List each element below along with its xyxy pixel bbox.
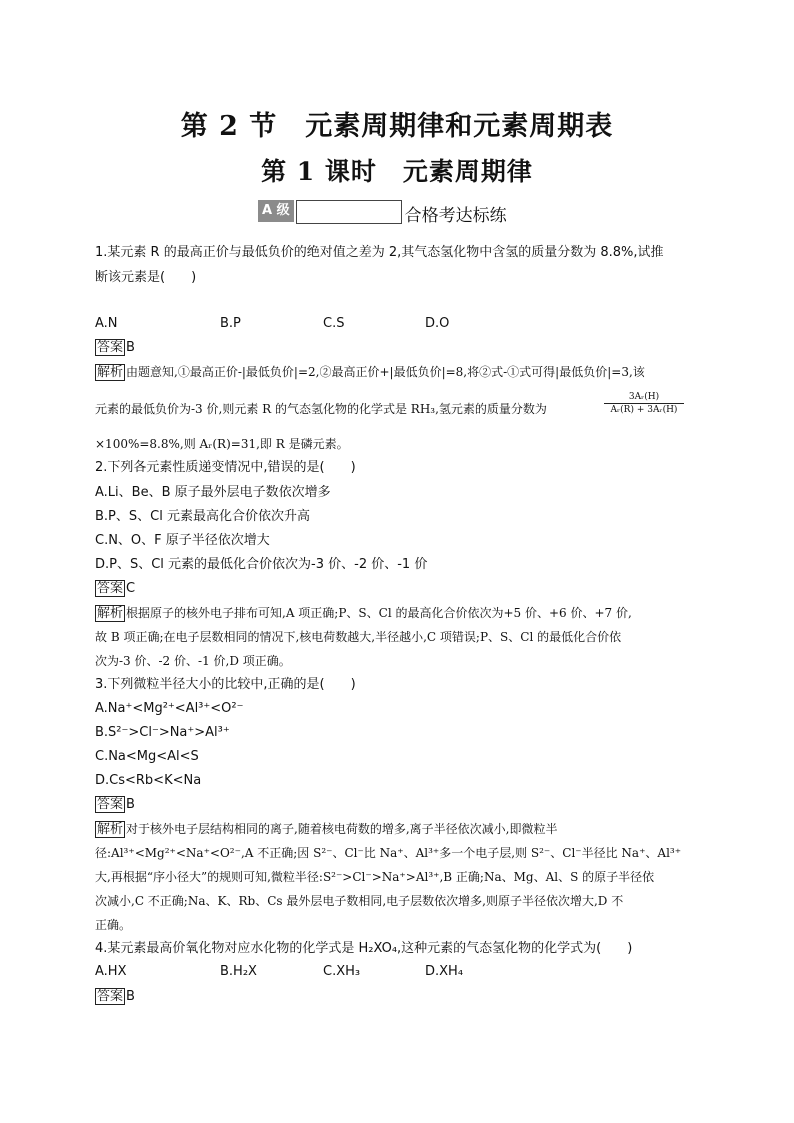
q2-analysis-line3: 次为-3 价、-2 价、-1 价,D 项正确。 bbox=[95, 654, 291, 668]
q2-analysis-line1: 解析 根据原子的核外电子排布可知,A 项正确;P、S、Cl 的最高化合价依次为+5 价、+6 价、+7 价, bbox=[97, 606, 632, 621]
q1-analysis-line3: ×100%=8.8%,则 Aᵣ(R)=31,即 R 是磷元素。 bbox=[95, 437, 349, 451]
q2-option-c: C.N、O、F 原子半径依次增大 bbox=[95, 533, 270, 548]
fraction-numerator: 3Aᵣ(H) bbox=[604, 392, 684, 404]
score-box bbox=[296, 200, 402, 224]
q2-stem: 2.下列各元素性质递变情况中,错误的是( ) bbox=[95, 460, 356, 475]
analysis-tag: 解析 bbox=[97, 822, 124, 837]
q2-analysis-line2: 故 B 项正确;在电子层数相同的情况下,核电荷数越大,半径越小,C 项错误;P、S、Cl 的最低化合价依 bbox=[95, 630, 622, 644]
q1-option-c: C.S bbox=[323, 316, 345, 331]
q4-option-d: D.XH₄ bbox=[425, 964, 464, 979]
q2-option-a: A.Li、Be、B 原子最外层电子数依次增多 bbox=[95, 485, 331, 500]
q3-analysis-line3: 大,再根据“序小径大”的规则可知,微粒半径:S²⁻>Cl⁻>Na⁺>Al³⁺,B 正确;Na、Mg、Al、S 的原子半径依 bbox=[95, 870, 655, 884]
q4-answer: B bbox=[126, 989, 135, 1004]
q3-analysis-line2: 径:Al³⁺<Mg²⁺<Na⁺<O²⁻,A 不正确;因 S²⁻、Cl⁻比 Na⁺、Al³⁺多一个电子层,则 S²⁻、Cl⁻半径比 Na⁺、Al³⁺ bbox=[95, 846, 682, 860]
q3-answer: B bbox=[126, 797, 135, 812]
answer-tag: 答案 bbox=[97, 340, 124, 355]
q1-answer: B bbox=[126, 340, 135, 355]
analysis-tag: 解析 bbox=[97, 365, 124, 380]
answer-tag: 答案 bbox=[97, 797, 124, 812]
q3-analysis-line4: 次减小,C 不正确;Na、K、Rb、Cs 最外层电子数相同,电子层数依次增多,则原子半径依次增大,D 不 bbox=[95, 894, 624, 908]
level-header bbox=[258, 200, 507, 226]
answer-tag: 答案 bbox=[97, 581, 124, 596]
section-title: 第 2 节 元素周期律和元素周期表 bbox=[180, 111, 614, 142]
q4-option-a: A.HX bbox=[95, 964, 127, 979]
answer-tag: 答案 bbox=[97, 989, 124, 1004]
q1-option-a: A.N bbox=[95, 316, 118, 331]
q2-answer-row bbox=[95, 580, 705, 598]
q1-option-b: B.P bbox=[220, 316, 241, 331]
fraction-denominator: Aᵣ(R) + 3Aᵣ(H) bbox=[610, 405, 678, 415]
q4-answer-row bbox=[95, 988, 705, 1006]
q2-option-b: B.P、S、Cl 元素最高化合价依次升高 bbox=[95, 509, 310, 524]
q1-stem-line1: 1.某元素 R 的最高正价与最低负价的绝对值之差为 2,其气态氢化物中含氢的质量分数为 8.8%,试推 bbox=[95, 245, 664, 260]
q1-stem-line2: 断该元素是( ) bbox=[95, 270, 197, 285]
q3-option-d: D.Cs<Rb<K<Na bbox=[95, 773, 202, 788]
level-badge: A 级 bbox=[258, 200, 294, 222]
q2-answer: C bbox=[126, 581, 136, 596]
q1-option-d: D.O bbox=[425, 316, 450, 331]
lesson-title: 第 1 课时 元素周期律 bbox=[261, 157, 533, 186]
q4-option-c: C.XH₃ bbox=[323, 964, 361, 979]
q1-analysis-line2: 元素的最低负价为-3 价,则元素 R 的气态氢化物的化学式是 RH₃,氢元素的质量分数为 bbox=[95, 402, 547, 416]
q1-analysis-line1: 解析 由题意知,①最高正价-|最低负价|=2,②最高正价+|最低负价|=8,将②式-①式可得|最低负价|=3,该 bbox=[97, 365, 645, 380]
q4-stem: 4.某元素最高价氧化物对应水化物的化学式是 H₂XO₄,这种元素的气态氢化物的化学式为( ) bbox=[95, 941, 633, 956]
q1-answer-row bbox=[95, 339, 705, 357]
hydrogen-fraction bbox=[604, 392, 684, 415]
q2-option-d: D.P、S、Cl 元素的最低化合价依次为-3 价、-2 价、-1 价 bbox=[95, 557, 428, 572]
q3-option-b: B.S²⁻>Cl⁻>Na⁺>Al³⁺ bbox=[95, 725, 230, 740]
q3-stem: 3.下列微粒半径大小的比较中,正确的是( ) bbox=[95, 677, 356, 692]
q3-analysis-line1: 解析 对于核外电子层结构相同的离子,随着核电荷数的增多,离子半径依次减小,即微粒半 bbox=[97, 822, 558, 837]
q3-option-a: A.Na⁺<Mg²⁺<Al³⁺<O²⁻ bbox=[95, 701, 244, 716]
level-label: 合格考达标练 bbox=[404, 206, 507, 226]
q3-analysis-line5: 正确。 bbox=[95, 918, 132, 932]
q3-answer-row bbox=[95, 796, 705, 814]
q3-option-c: C.Na<Mg<Al<S bbox=[95, 749, 199, 764]
q4-option-b: B.H₂X bbox=[220, 964, 257, 979]
analysis-tag: 解析 bbox=[97, 606, 124, 621]
